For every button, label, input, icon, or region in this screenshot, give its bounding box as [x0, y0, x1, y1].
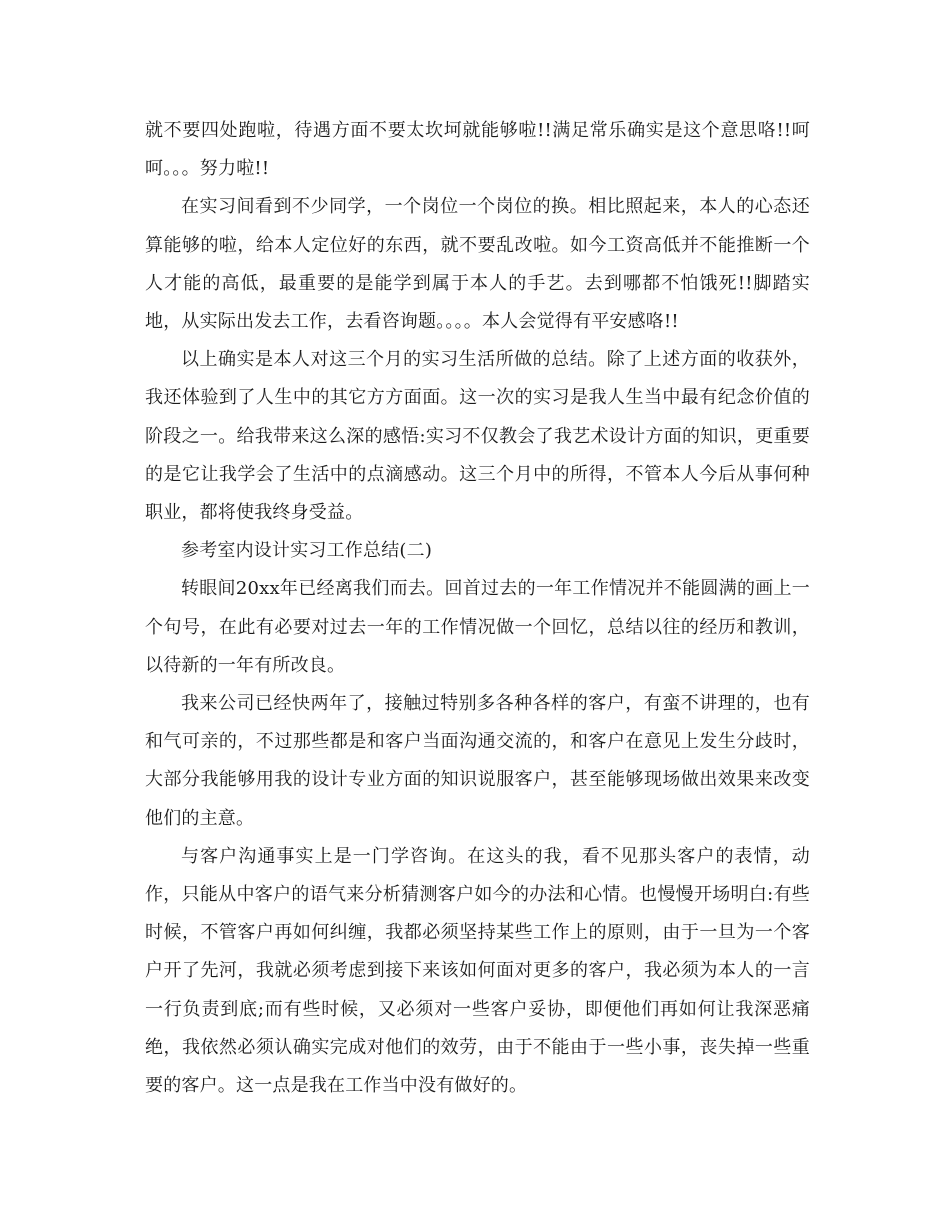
paragraph-summary: 以上确实是本人对这三个月的实习生活所做的总结。除了上述方面的收获外，我还体验到了人生中的其它方方面面。这一次的实习是我人生当中最有纪念价值的阶段之一。给我带来这么深的感悟:实习不仅教会了我艺术设计方面的知识，更重要的是它让我学会了生活中的点滴感动。这三个月中的所得，不管本人今后从事何种职业，都将使我终身受益。	[145, 349, 810, 524]
paragraph-continuation: 就不要四处跑啦，待遇方面不要太坎坷就能够啦!!满足常乐确实是这个意思咯!!呵呵。。。努力啦!!	[145, 120, 810, 180]
paragraph-mindset: 在实习间看到不少同学，一个岗位一个岗位的换。相比照起来，本人的心态还算能够的啦，给本人定位好的东西，就不要乱改啦。如今工资高低并不能推断一个人才能的高低，最重要的是能学到属于本人的手艺。去到哪都不怕饿死!!脚踏实地，从实际出发去工作，去看咨询题。。。。本人会觉得有平安感咯!!	[145, 196, 810, 333]
paragraph-communication: 与客户沟通事实上是一门学咨询。在这头的我，看不见那头客户的表情，动作，只能从中客户的语气来分析猜测客户如今的办法和心情。也慢慢开场明白:有些时候，不管客户再如何纠缠，我都必须坚持某些工作上的原则，由于一旦为一个客户开了先河，我就必须考虑到接下来该如何面对更多的客户，我必须为本人的一言一行负责到底;而有些时候，又必须对一些客户妥协，即便他们再如何让我深恶痛绝，我依然必须认确实完成对他们的效劳，由于不能由于一些小事，丧失掉一些重要的客户。这一点是我在工作当中没有做好的。	[145, 845, 810, 1097]
paragraph-clients: 我来公司已经快两年了，接触过特别多各种各样的客户，有蛮不讲理的，也有和气可亲的，不过那些都是和客户当面沟通交流的，和客户在意见上发生分歧时，大部分我能够用我的设计专业方面的知识说服客户，甚至能够现场做出效果来改变他们的主意。	[145, 693, 810, 829]
paragraph-year-review: 转眼间20xx年已经离我们而去。回首过去的一年工作情况并不能圆满的画上一个句号，在此有必要对过去一年的工作情况做一个回忆，总结以往的经历和教训，以待新的一年有所改良。	[145, 578, 810, 676]
section-title: 参考室内设计实习工作总结(二)	[181, 540, 433, 562]
document-body	[145, 112, 810, 1105]
